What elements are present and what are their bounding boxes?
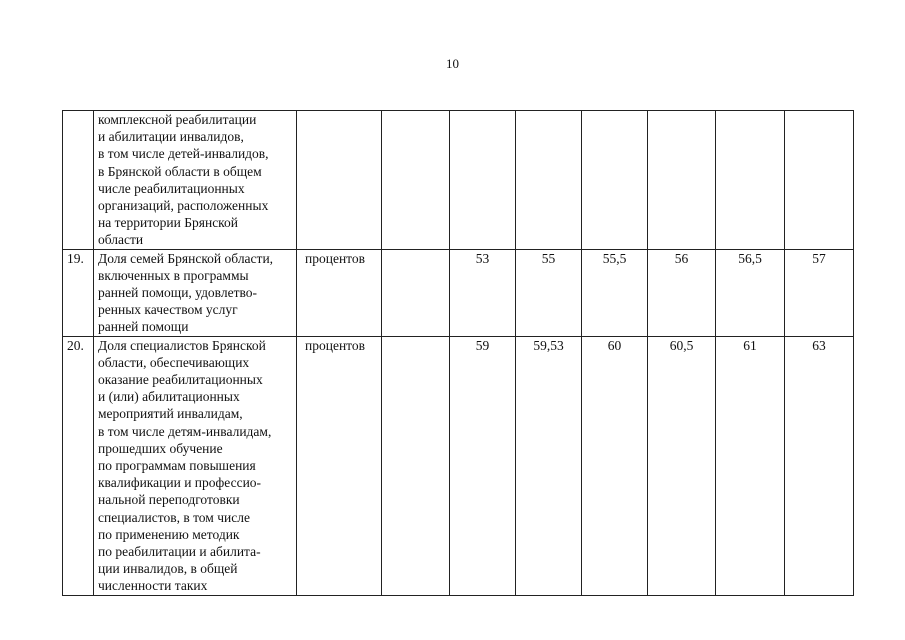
value-cell: 57 bbox=[785, 249, 854, 336]
row-number-cell bbox=[63, 111, 94, 250]
value-cell bbox=[450, 111, 516, 250]
value-cell bbox=[648, 111, 716, 250]
value-cell bbox=[582, 111, 648, 250]
indicator-description-cell: комплексной реабилитации и абилитации инвалидов, в том числе детей-инвалидов, в Брянской области в общем числе реабилитационных организаций, расположенных на территории Брянской области bbox=[94, 111, 297, 250]
value-cell bbox=[516, 111, 582, 250]
value-cell bbox=[716, 111, 785, 250]
value-cell: 60,5 bbox=[648, 336, 716, 595]
value-cell: 59 bbox=[450, 336, 516, 595]
base-value-cell bbox=[382, 336, 450, 595]
value-cell: 55 bbox=[516, 249, 582, 336]
value-cell: 56,5 bbox=[716, 249, 785, 336]
value-cell: 56 bbox=[648, 249, 716, 336]
row-number-cell: 20. bbox=[63, 336, 94, 595]
table-row bbox=[63, 111, 854, 250]
value-cell: 55,5 bbox=[582, 249, 648, 336]
unit-cell bbox=[297, 111, 382, 250]
unit-cell: процентов bbox=[297, 336, 382, 595]
indicator-description-cell: Доля семей Брянской области, включенных в программы ранней помощи, удовлетво- ренных качеством услуг ранней помощи bbox=[94, 249, 297, 336]
value-cell: 61 bbox=[716, 336, 785, 595]
row-number-cell: 19. bbox=[63, 249, 94, 336]
page-number: 10 bbox=[446, 56, 459, 71]
table-row bbox=[63, 249, 854, 336]
unit-cell: процентов bbox=[297, 249, 382, 336]
table-row bbox=[63, 336, 854, 595]
value-cell bbox=[785, 111, 854, 250]
value-cell: 63 bbox=[785, 336, 854, 595]
base-value-cell bbox=[382, 249, 450, 336]
value-cell: 60 bbox=[582, 336, 648, 595]
value-cell: 59,53 bbox=[516, 336, 582, 595]
indicator-description-cell: Доля специалистов Брянской области, обеспечивающих оказание реабилитационных и (или) абилитационных мероприятий инвалидам, в том числе детям-инвалидам, прошедших обучение по программам повышения квалификации и профессио- нальной переподготовки специалистов, в том числе по применению методик по реабилитации и абилита- ции инвалидов, в общей численности таких bbox=[94, 336, 297, 595]
base-value-cell bbox=[382, 111, 450, 250]
indicators-table bbox=[62, 110, 854, 596]
value-cell: 53 bbox=[450, 249, 516, 336]
